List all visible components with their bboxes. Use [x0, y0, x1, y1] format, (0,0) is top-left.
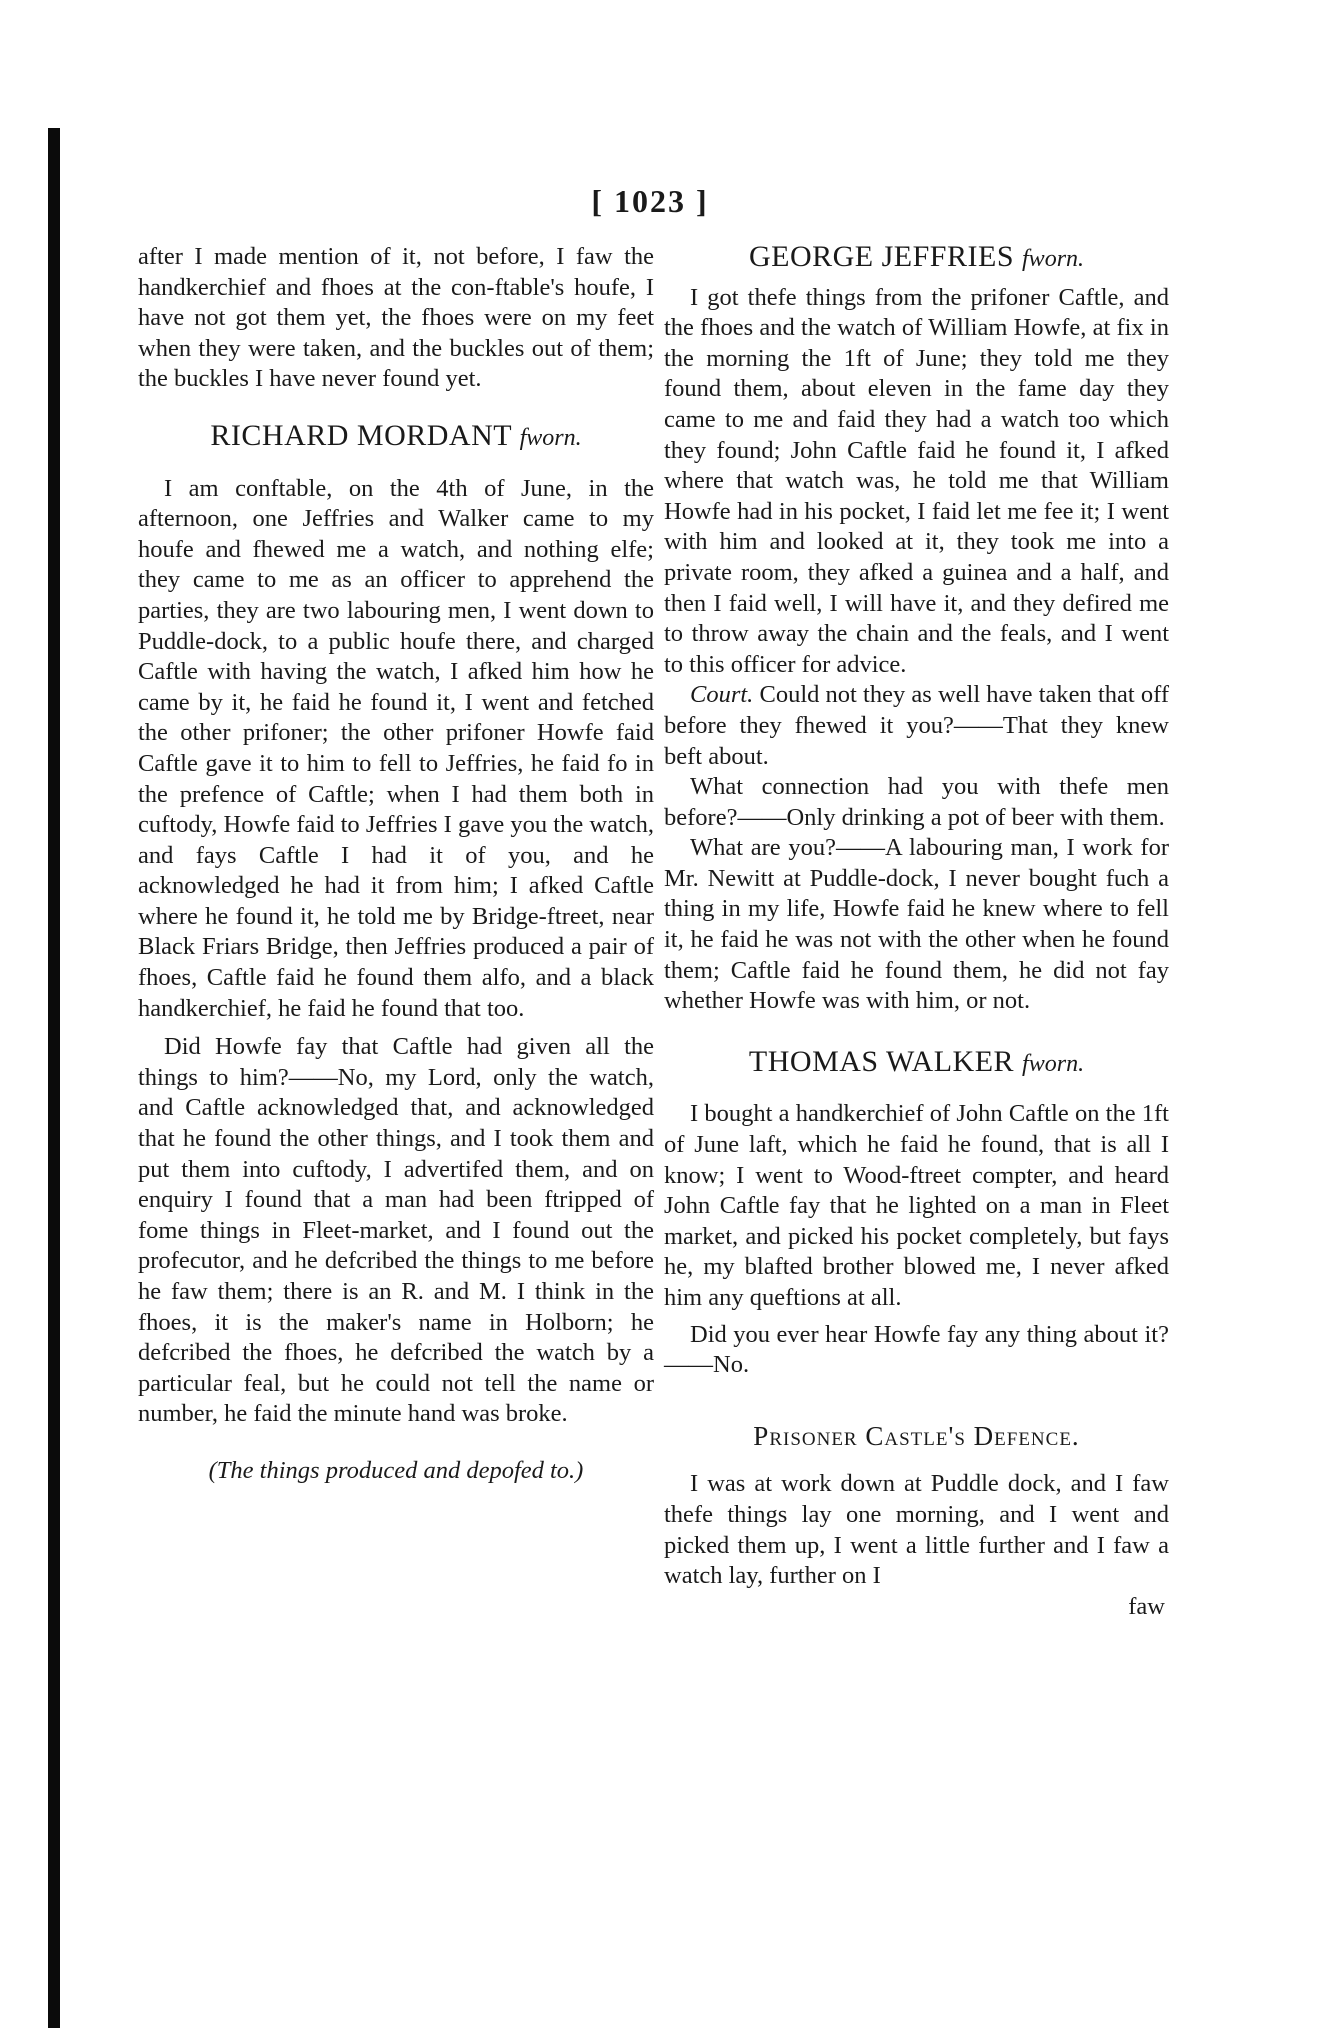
witness-name: RICHARD MORDANT [210, 418, 512, 452]
court-note: (The things produced and depofed to.) [208, 1456, 584, 1484]
sworn-label: fworn. [1022, 1050, 1085, 1077]
page-spine-shadow [48, 128, 60, 2028]
continued-paragraph: after I made mention of it, not before, I faw the handkerchief and fhoes at the con-ftable's houfe, I have not got them yet, the fhoes were on my feet when they were taken, and the buckles out of them; the buckles I have never found yet. [138, 243, 654, 393]
testimony-paragraph: I got thefe things from the prifoner Caftle, and the fhoes and the watch of William Howfe, at fix in the morning the 1ft of June; they told me they found them, about eleven in the fame day they came to me and faid they had a watch too which they found; John Caftle faid he found it, I afked where that watch was, he told me that William Howfe had in his pocket, I faid let me fee it; I went with him and looked at it, they took me into a private room, they afked a guinea and a half, and then I faid well, I will have it, and they defired me to throw away the chain and the feals, and I went to this officer for advice. [664, 283, 1169, 678]
testimony-paragraph: What connection had you with thefe men before?——Only drinking a pot of beer with them. [664, 773, 1169, 831]
testimony-paragraph: What are you?——A labouring man, I work for Mr. Newitt at Puddle-dock, I never bought fuch a thing in my life, Howfe faid he knew where to fell it, he faid he was not with the other when he found them; Caftle faid he found them, he did not fay whether Howfe was with him, or not. [664, 834, 1169, 1015]
witness-name: GEORGE JEFFRIES [748, 240, 1015, 273]
heading-prisoner-defence: Prisoner Castle's Defence. [753, 1420, 1080, 1451]
witness-name: THOMAS WALKER [748, 1044, 1015, 1078]
page-number: [ 1023 ] [591, 183, 709, 219]
heading-richard-mordant [138, 418, 654, 454]
testimony-paragraph: I am conftable, on the 4th of June, in the afternoon, one Jeffries and Walker came to my houfe and fhewed me a watch, and nothing elfe; they came to me as an officer to apprehend the parties, they are two labouring men, I went down to Puddle-dock, to a public houfe there, and charged Caftle with having the watch, I afked him how he came by it, he faid he found it, I went and fetched the other prifoner; the other prifoner Howfe faid Caftle gave it to him to fell to Jeffries, he faid fo in the prefence of Caftle; when I had them both in cuftody, Howfe faid to Jeffries I gave you the watch, and fays Caftle I had it of you, and he acknowledged he had it from him; I afked Caftle where he found it, he told me by Bridge-ftreet, near Black Friars Bridge, then Jeffries produced a pair of fhoes, Caftle faid he found them alfo, and a black handkerchief, he faid he found that too. [138, 474, 654, 1022]
court-question: Could not they as well have taken that off before they fhewed it you?——That they knew beft about. [664, 681, 1169, 770]
defence-paragraph: I was at work down at Puddle dock, and I faw thefe things lay one morning, and I went and picked them up, I went a little further and I faw a watch lay, further on I [664, 1470, 1169, 1590]
catchword: faw [1128, 1592, 1165, 1620]
testimony-paragraph: I bought a handkerchief of John Caftle on the 1ft of June laft, which he faid he found, that is all I know; I went to Wood-ftreet compter, and heard John Caftle fay that he lighted on a man in Fleet market, and picked his pocket completely, but fays he, my blafted brother blowed me, I never afked him any queftions at all. [664, 1100, 1169, 1311]
testimony-paragraph: Did you ever hear Howfe fay any thing about it?——No. [664, 1320, 1169, 1379]
left-column [138, 242, 654, 1487]
heading-thomas-walker [664, 1044, 1169, 1080]
court-label: Court. [690, 681, 754, 709]
sworn-label: fworn. [519, 424, 582, 451]
testimony-paragraph [664, 680, 1169, 772]
sworn-label: fworn. [1022, 246, 1085, 272]
testimony-paragraph: Did Howfe fay that Caftle had given all the things to him?——No, my Lord, only the watch, and Caftle acknowledged that, and acknowledged that he found the other things, and I took them and put them into cuftody, I advertifed them, and on enquiry I found that a man had been ftripped of fome things in Fleet-market, and I found out the profecutor, and he defcribed the things to me before he faw them; there is an R. and M. I think in the fhoes, it is the maker's name in Holborn; he defcribed the fhoes, he defcribed the watch by a particular feal, but he could not tell the name or number, he faid the minute hand was broke. [138, 1033, 654, 1428]
heading-george-jeffries [664, 242, 1169, 275]
right-column [664, 242, 1169, 1622]
